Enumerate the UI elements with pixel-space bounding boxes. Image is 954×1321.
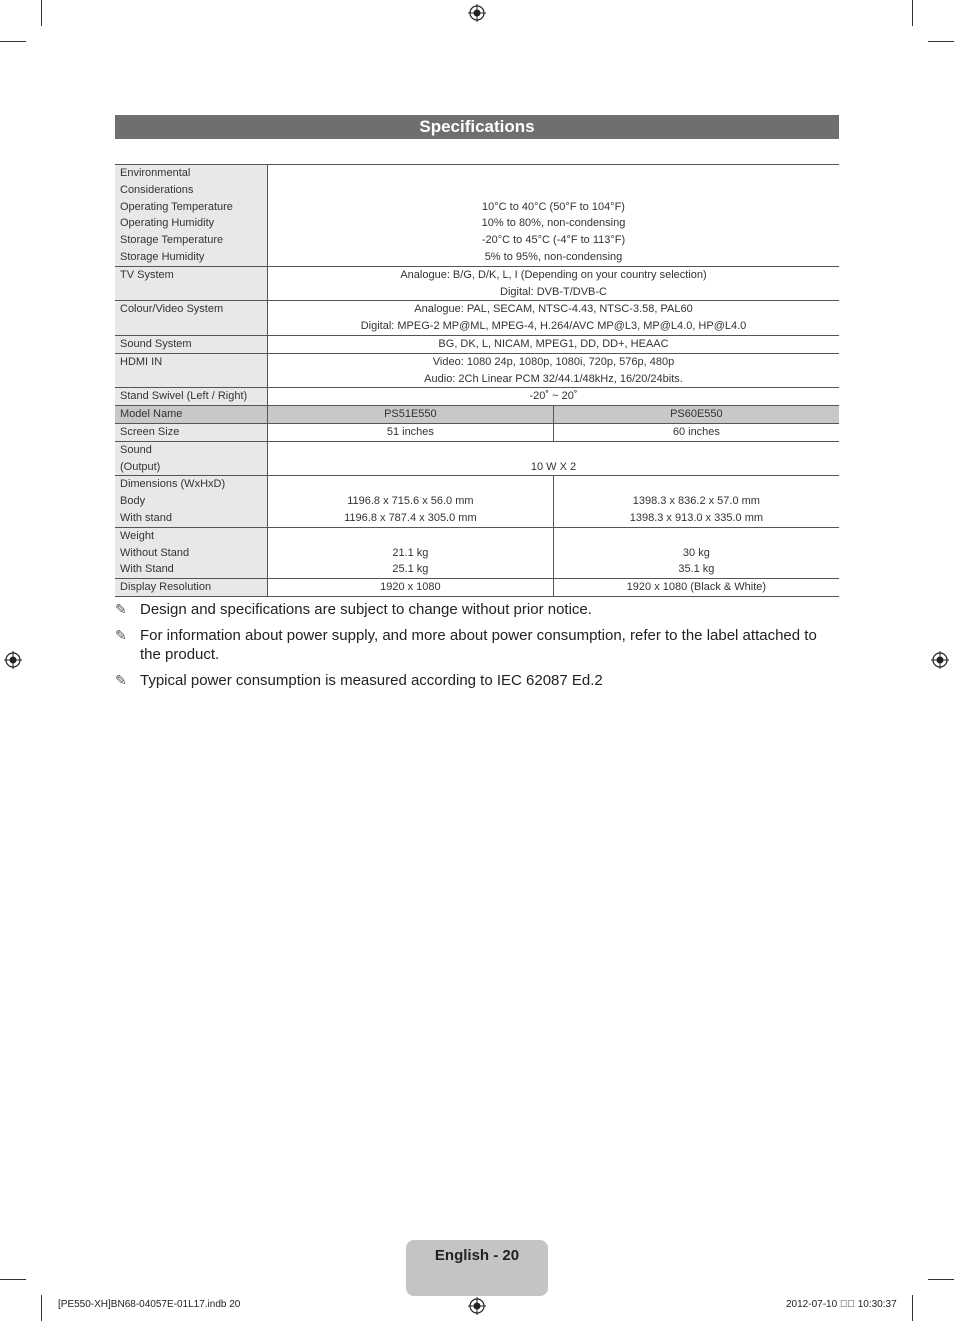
- label-line: (Output): [120, 460, 161, 473]
- note-item: [115, 671, 839, 691]
- row-value: [268, 266, 840, 301]
- registration-mark-icon: [4, 651, 22, 669]
- table-row: [115, 335, 839, 353]
- notes-list: [115, 600, 839, 696]
- crop-mark: [41, 1295, 42, 1321]
- value-line: 10°C to 40°C (50°F to 104°F): [482, 200, 625, 213]
- crop-mark: [912, 0, 913, 26]
- row-label: Stand Swivel (Left / Right): [115, 388, 268, 406]
- row-value: [268, 301, 840, 336]
- value-line: Digital: DVB-T/DVB-C: [500, 285, 607, 298]
- value-line: 21.1 kg: [392, 546, 429, 559]
- datetime-slug: 2012-07-10 ￿￿ 10:30:37: [786, 1299, 897, 1310]
- dimensions-a: [268, 476, 554, 527]
- table-row: [115, 266, 839, 301]
- label-line: Operating Temperature: [120, 200, 233, 213]
- model-a: PS51E550: [268, 406, 554, 424]
- table-row: [115, 406, 839, 424]
- registration-mark-icon: [468, 1297, 486, 1315]
- row-label: [115, 527, 268, 578]
- value-line: 1196.8 x 787.4 x 305.0 mm: [344, 511, 477, 524]
- note-text: For information about power supply, and more about power consumption, refer to the label attached to the product.: [140, 626, 817, 663]
- note-item: [115, 626, 839, 665]
- note-text: Design and specifications are subject to change without prior notice.: [140, 601, 592, 618]
- screen-b: 60 inches: [553, 423, 839, 441]
- table-row: [115, 476, 839, 527]
- row-label: Colour/Video System: [115, 301, 268, 336]
- value-line: 30 kg: [682, 546, 710, 559]
- value-line: Analogue: B/G, D/K, L, I (Depending on your country selection): [400, 268, 707, 281]
- row-value: [268, 165, 840, 267]
- value-line: 1398.3 x 836.2 x 57.0 mm: [632, 495, 760, 508]
- pencil-note-icon: ✎: [115, 601, 127, 617]
- page-title: Specifications: [115, 115, 839, 139]
- specifications-table: [115, 164, 839, 597]
- table-row: [115, 579, 839, 597]
- row-label: Sound System: [115, 335, 268, 353]
- value-line: Audio: 2Ch Linear PCM 32/44.1/48kHz, 16/20/24bits.: [424, 372, 683, 385]
- row-label: [115, 165, 268, 267]
- crop-mark: [912, 1295, 913, 1321]
- value-line: 35.1 kg: [678, 563, 715, 576]
- screen-a: 51 inches: [268, 423, 554, 441]
- crop-mark: [928, 1279, 954, 1280]
- crop-mark: [0, 41, 26, 42]
- registration-mark-icon: [468, 4, 486, 22]
- resolution-a: 1920 x 1080: [268, 579, 554, 597]
- label-line: Sound: [120, 443, 152, 456]
- label-line: Weight: [120, 529, 155, 542]
- table-row: [115, 527, 839, 578]
- row-label: HDMI IN: [115, 353, 268, 388]
- table-row: [115, 165, 839, 267]
- value-line: Video: 1080 24p, 1080p, 1080i, 720p, 576p, 480p: [432, 355, 675, 368]
- label-line: Body: [120, 495, 146, 508]
- value-line: -20°C to 45°C (-4°F to 113°F): [481, 234, 626, 247]
- registration-mark-icon: [931, 651, 949, 669]
- row-value: 10 W X 2: [268, 441, 840, 476]
- label-line: Without Stand: [120, 546, 190, 559]
- crop-mark: [0, 1279, 26, 1280]
- label-line: With stand: [120, 511, 172, 524]
- table-row: [115, 301, 839, 336]
- label-line: Operating Humidity: [120, 217, 215, 230]
- row-value: BG, DK, L, NICAM, MPEG1, DD, DD+, HEAAC: [268, 335, 840, 353]
- table-row: [115, 423, 839, 441]
- pencil-note-icon: ✎: [115, 671, 127, 688]
- label-line: With Stand: [120, 563, 174, 576]
- row-label: [115, 441, 268, 476]
- table-row: [115, 353, 839, 388]
- value-line: 1196.8 x 715.6 x 56.0 mm: [347, 495, 474, 508]
- label-line: Dimensions (WxHxD): [120, 478, 226, 491]
- row-label: Display Resolution: [115, 579, 268, 597]
- file-slug: [PE550-XH]BN68-04057E-01L17.indb 20: [58, 1299, 241, 1310]
- row-label: Screen Size: [115, 423, 268, 441]
- table-row: [115, 388, 839, 406]
- weight-b: [553, 527, 839, 578]
- crop-mark: [928, 41, 954, 42]
- row-value: -20˚ ~ 20˚: [268, 388, 840, 406]
- dimensions-b: [553, 476, 839, 527]
- value-line: 1398.3 x 913.0 x 335.0 mm: [629, 511, 764, 524]
- page-number-tab: [406, 1240, 548, 1296]
- value-line: 25.1 kg: [392, 563, 429, 576]
- weight-a: [268, 527, 554, 578]
- table-row: [115, 441, 839, 476]
- note-item: [115, 600, 839, 620]
- label-line: Storage Humidity: [120, 250, 205, 263]
- value-line: 10% to 80%, non-condensing: [481, 217, 626, 230]
- resolution-b: 1920 x 1080 (Black & White): [553, 579, 839, 597]
- pencil-note-icon: ✎: [115, 626, 127, 643]
- page-number: English - 20: [434, 1247, 520, 1264]
- crop-mark: [41, 0, 42, 26]
- value-line: Digital: MPEG-2 MP@ML, MPEG-4, H.264/AVC MP@L3, MP@L4.0, HP@L4.0: [360, 320, 747, 333]
- value-line: Analogue: PAL, SECAM, NTSC-4.43, NTSC-3.58, PAL60: [414, 303, 693, 316]
- row-label: TV System: [115, 266, 268, 301]
- row-value: [268, 353, 840, 388]
- value-line: 5% to 95%, non-condensing: [484, 250, 623, 263]
- row-label: [115, 476, 268, 527]
- note-text: Typical power consumption is measured according to IEC 62087 Ed.2: [140, 671, 603, 689]
- model-b: PS60E550: [553, 406, 839, 424]
- label-line: Environmental Considerations: [120, 167, 194, 196]
- row-label: Model Name: [115, 406, 268, 424]
- label-line: Storage Temperature: [120, 234, 224, 247]
